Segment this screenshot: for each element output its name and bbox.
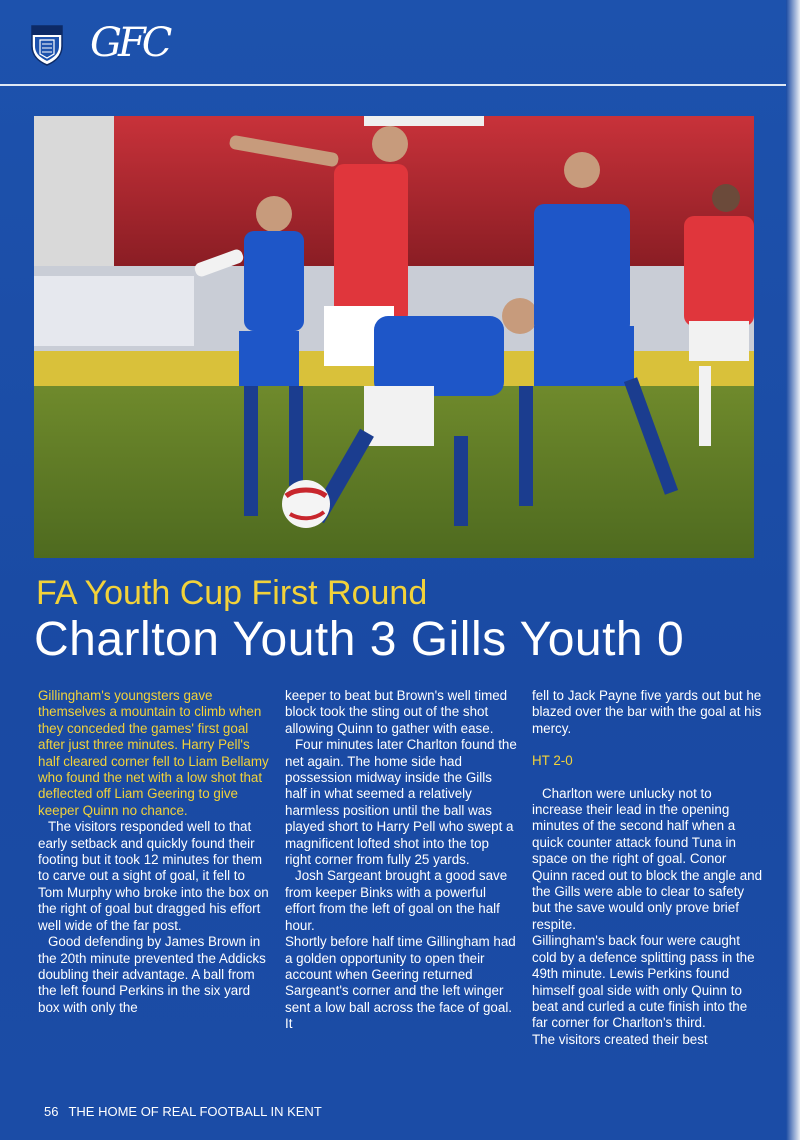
article-paragraph: Four minutes later Charlton found the net again. The home side had possession midway inside the Gills half in what seemed a relatively harmless position until the ball was played short to Harry Pell who swept a magnificent lofted shot into the top right corner from fully 25 yards. [285,737,517,868]
article-paragraph: fell to Jack Payne five yards out but he blazed over the bar with the goal at his mercy. [532,688,762,736]
article-paragraph: Josh Sargeant brought a good save from keeper Binks with a powerful effort from the left of goal on the half hour. [285,868,508,933]
article-paragraph: Charlton were unlucky not to increase their lead in the opening minutes of the second half when a quick counter attack found Tuna in space on the right of goal. Conor Quinn raced out to block the angle and the Gills were able to clear to safety but the save would only prove brief respite. [532,785,763,932]
article-column-1 [38,688,270,1016]
article-paragraph: Good defending by James Brown in the 20th minute prevented the Addicks doubling their advantage. A ball from the left found Perkins in the six yard box with only the [38,934,266,1015]
article-paragraph: Gillingham's back four were caught cold by a defence splitting pass in the 49th minute. Lewis Perkins found himself goal side with only Quinn to beat and curled a cute finish into the far corner for Charlton's third. [532,933,755,1031]
article-column-2 [285,688,517,1033]
page-edge [786,0,800,1140]
page-number: 56 [44,1104,59,1119]
article-paragraph: Shortly before half time Gillingham had a golden opportunity to open their account when Geering returned Sargeant's corner and the left winger sent a low ball across the face of goal. It [285,934,516,1032]
half-time-score: HT 2-0 [532,753,573,769]
header-rule [0,84,786,86]
article-paragraph: Gillingham's youngsters gave themselves a mountain to climb when they conceded the games' first goal after just three minutes. Harry Pell's half cleared corner fell to Liam Bellamy who found the net with a low shot that deflected off Liam Geering to give keeper Quinn no chance. [38,688,269,818]
match-photo [34,116,754,558]
club-crest-icon [30,24,64,66]
club-monogram-logo: GFC [90,20,169,66]
page-footer [44,1104,322,1119]
article-kicker: FA Youth Cup First Round [36,574,428,612]
article-headline: Charlton Youth 3 Gills Youth 0 [34,613,685,666]
article-paragraph: The visitors responded well to that early setback and quickly found their footing but it took 12 minutes for them to carve out a sight of goal, it fell to Tom Murphy who broke into the box on the right of goal but dragged his effort well wide of the far post. [38,819,269,933]
article-paragraph: keeper to beat but Brown's well timed block took the sting out of the shot allowing Quinn to gather with ease. [285,688,508,736]
article-paragraph: The visitors created their best [532,1031,708,1047]
article-column-3 [532,688,764,1048]
footer-tagline: THE HOME OF REAL FOOTBALL IN KENT [68,1104,322,1119]
